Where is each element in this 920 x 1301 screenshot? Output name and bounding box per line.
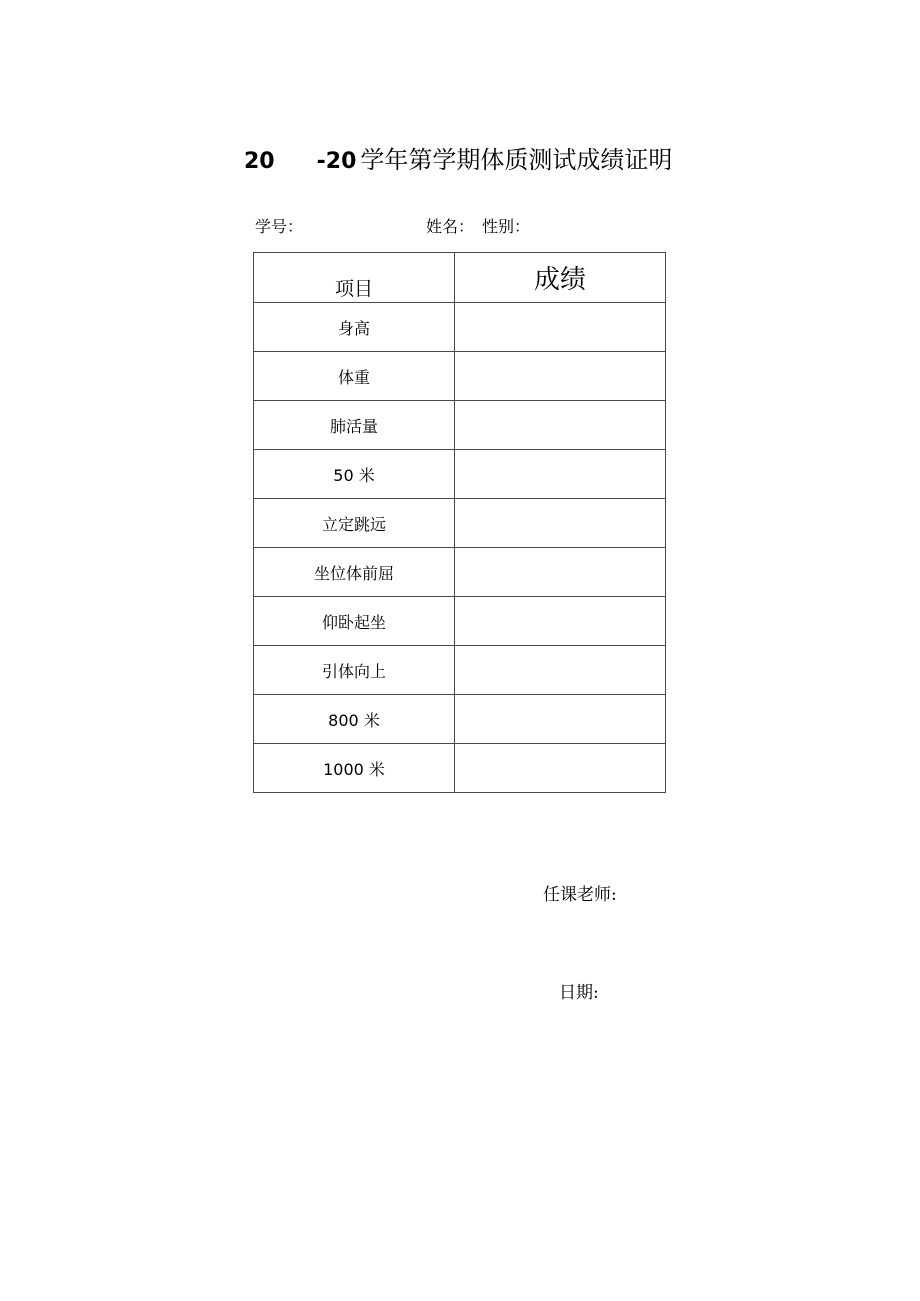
item-cell [254,450,455,499]
table-row [254,450,666,499]
item-label: 米 [358,465,375,485]
date-label: 日期: [559,983,599,1003]
item-cell [254,401,455,450]
item-label: 坐位体前屈 [313,563,394,583]
item-cell [254,352,455,401]
table-row [254,352,666,401]
table-row [254,695,666,744]
score-table [253,252,666,793]
score-cell [455,450,666,499]
score-cell [455,548,666,597]
title-text: 学年第学期体质测试成绩证明 [360,146,673,174]
header-item-cell [254,253,455,303]
score-cell [455,597,666,646]
item-label: 仰卧起坐 [321,612,386,632]
item-cell [254,303,455,352]
table-row [254,303,666,352]
header-score-cell [455,253,666,303]
title-year-start: 20 [244,149,275,174]
table-row [254,499,666,548]
item-cell [254,499,455,548]
student-gender-label: 性别： [482,217,531,236]
score-cell [455,499,666,548]
header-item: 项目 [334,278,373,300]
table-row [254,744,666,793]
table-header-row [254,253,666,303]
score-cell [455,744,666,793]
student-id-label: 学号： [255,217,304,236]
score-cell [455,303,666,352]
item-number: 1000 [323,759,364,779]
item-label: 引体向上 [321,661,386,681]
item-cell [254,548,455,597]
item-number: 50 [333,465,354,485]
table-row [254,646,666,695]
item-number: 800 [328,710,359,730]
table-row [254,548,666,597]
item-cell [254,744,455,793]
document-title [244,140,672,175]
item-label: 立定跳远 [321,514,386,534]
item-label: 米 [363,710,380,730]
score-cell [455,646,666,695]
item-label: 体重 [337,367,370,387]
teacher-signature-label: 任课老师: [543,885,617,905]
score-cell [455,401,666,450]
table-row [254,597,666,646]
item-cell [254,695,455,744]
item-cell [254,646,455,695]
score-cell [455,352,666,401]
item-cell [254,597,455,646]
table-row [254,401,666,450]
item-label: 身高 [337,318,370,338]
student-name-label: 姓名： [426,217,475,236]
title-year-end: -20 [316,149,357,174]
item-label: 肺活量 [329,416,378,436]
header-score: 成绩 [533,265,586,295]
item-label: 米 [368,759,385,779]
score-cell [455,695,666,744]
